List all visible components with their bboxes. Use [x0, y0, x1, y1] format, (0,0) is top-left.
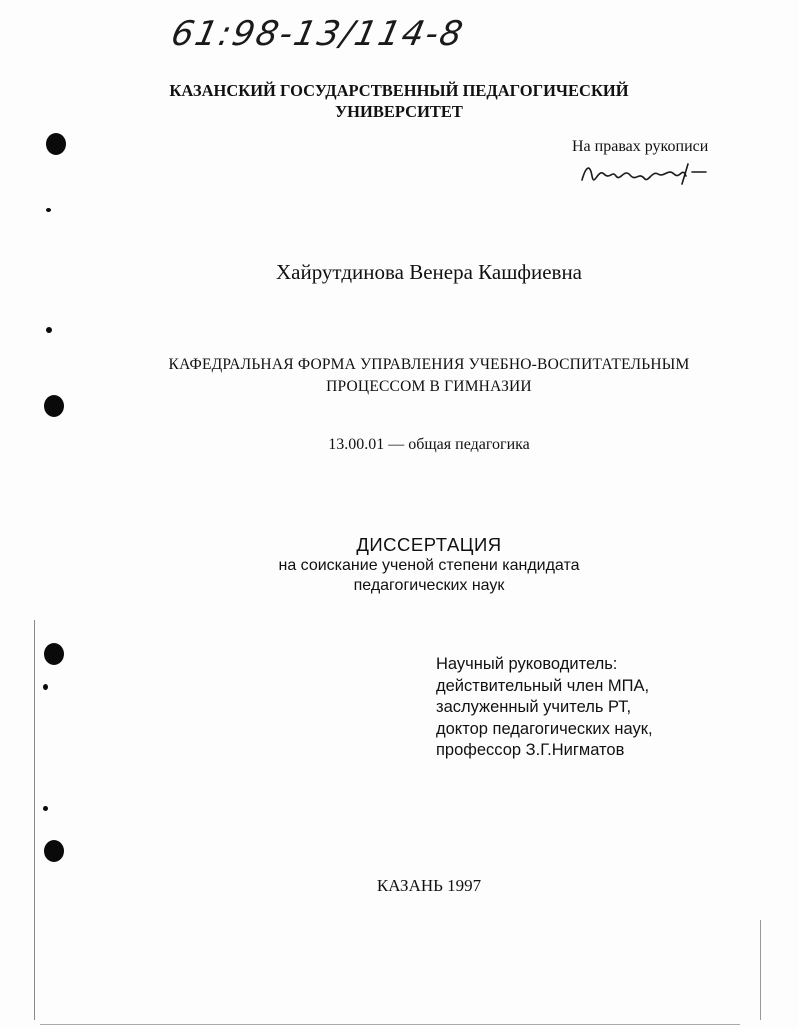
supervisor-line-2: действительный член МПА, — [436, 676, 650, 695]
supervisor-line-4: доктор педагогических наук, — [436, 719, 653, 738]
dissertation-type-block — [0, 534, 798, 596]
specialty-code: 13.00.01 — общая педагогика — [328, 436, 530, 453]
author-name: Хайрутдинова Венера Кашфиевна — [275, 260, 583, 284]
university-name-line-2: УНИВЕРСИТЕТ — [335, 102, 463, 121]
manuscript-rights-label: На правах рукописи — [572, 138, 709, 155]
university-name-line-1: КАЗАНСКИЙ ГОСУДАРСТВЕННЫЙ ПЕДАГОГИЧЕСКИЙ — [169, 81, 629, 100]
scan-bottom-line — [40, 1024, 740, 1025]
dissertation-title-line-1: КАФЕДРАЛЬНАЯ ФОРМА УПРАВЛЕНИЯ УЧЕБНО-ВОСПИТАТЕЛЬНЫМ — [168, 356, 690, 373]
dissertation-heading: ДИССЕРТАЦИЯ — [356, 534, 502, 555]
scan-edge-line — [34, 620, 35, 1020]
dissertation-title — [0, 354, 798, 398]
supervisor-line-3: заслуженный учитель РТ, — [436, 698, 632, 716]
punch-hole-mark — [44, 395, 64, 417]
dissertation-title-line-2: ПРОЦЕССОМ В ГИМНАЗИИ — [326, 378, 532, 395]
scan-edge-line — [760, 920, 761, 1020]
punch-hole-mark — [44, 840, 64, 862]
degree-line-2: педагогических наук — [353, 577, 505, 594]
punch-hole-mark — [44, 643, 64, 665]
scan-dot-mark — [46, 208, 51, 212]
scan-dot-mark — [43, 684, 48, 690]
supervisor-line-5: профессор З.Г.Нигматов — [436, 741, 625, 759]
degree-line-1: на соискание ученой степени кандидата — [278, 557, 580, 574]
handwritten-signature — [578, 158, 708, 188]
supervisor-line-1: Научный руководитель: — [436, 655, 618, 673]
handwritten-archive-code: 61:98-13/114-8 — [167, 14, 469, 54]
scan-dot-mark — [46, 327, 52, 333]
punch-hole-mark — [46, 133, 66, 155]
university-name — [0, 80, 798, 122]
scan-dot-mark — [43, 806, 48, 811]
scientific-supervisor — [436, 654, 653, 762]
city-and-year: КАЗАНЬ 1997 — [376, 876, 482, 895]
